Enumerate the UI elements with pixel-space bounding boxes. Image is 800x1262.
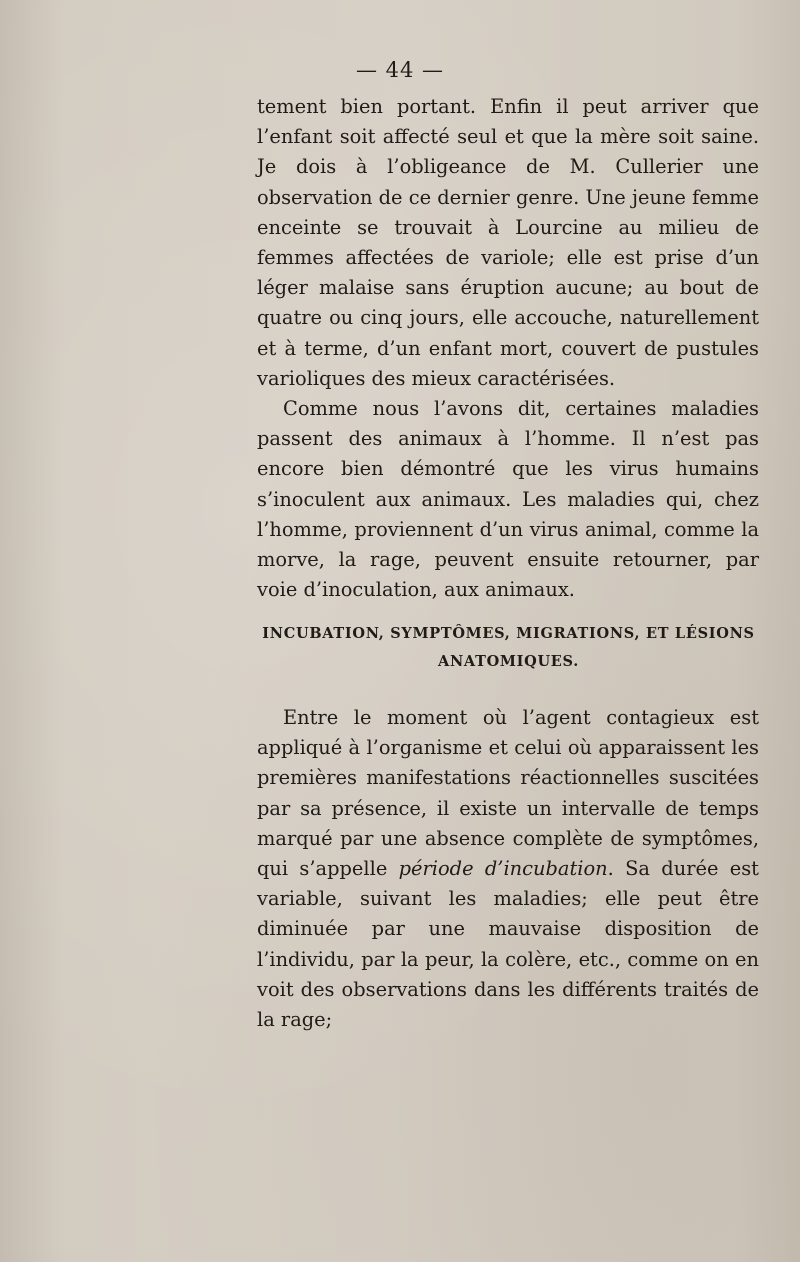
paragraph-3-italic-term: période d’incubation xyxy=(398,857,608,881)
paragraph-3-part-1: Entre le moment où l’agent contagieux est appliqué à l’organisme et celui où apparaissent les premières manifestations réactionnelles suscitées par sa présence, il existe un intervalle de temps marqué par une absence complète de symptômes, qui s’appelle xyxy=(257,706,759,881)
body-text-lower xyxy=(257,703,759,1035)
paragraph-3-part-2: . Sa durée est variable, suivant les maladies; elle peut être diminuée par une mauvaise disposition de l’individu, par la peur, la colère, etc., comme on en voit des observations dans les différents traités de la rage; xyxy=(257,857,759,1032)
paragraph-1: tement bien portant. Enfin il peut arriver que l’enfant soit affecté seul et que la mère soit saine. Je dois à l’obligeance de M. Cullerier une observation de ce dernier genre. Une jeune femme enceinte se trouvait à Lourcine au milieu de femmes affectées de variole; elle est prise d’un léger malaise sans éruption aucune; au bout de quatre ou cinq jours, elle accouche, naturellement et à terme, d’un enfant mort, couvert de pustules varioliques des mieux caractérisées. xyxy=(257,95,759,390)
body-text-upper xyxy=(257,92,759,605)
page-number: — 44 — xyxy=(355,58,445,82)
section-heading-line-1: INCUBATION, SYMPTÔMES, MIGRATIONS, ET LÉSIONS xyxy=(262,625,755,642)
section-heading xyxy=(257,620,760,676)
paragraph-2: Comme nous l’avons dit, certaines maladies passent des animaux à l’homme. Il n’est pas encore bien démontré que les virus humains s’inoculent aux animaux. Les maladies qui, chez l’homme, proviennent d’un virus animal, comme la morve, la rage, peuvent ensuite retourner, par voie d’inoculation, aux animaux. xyxy=(257,397,759,602)
section-heading-line-2: ANATOMIQUES. xyxy=(438,653,579,670)
paragraph-3 xyxy=(257,703,759,1035)
